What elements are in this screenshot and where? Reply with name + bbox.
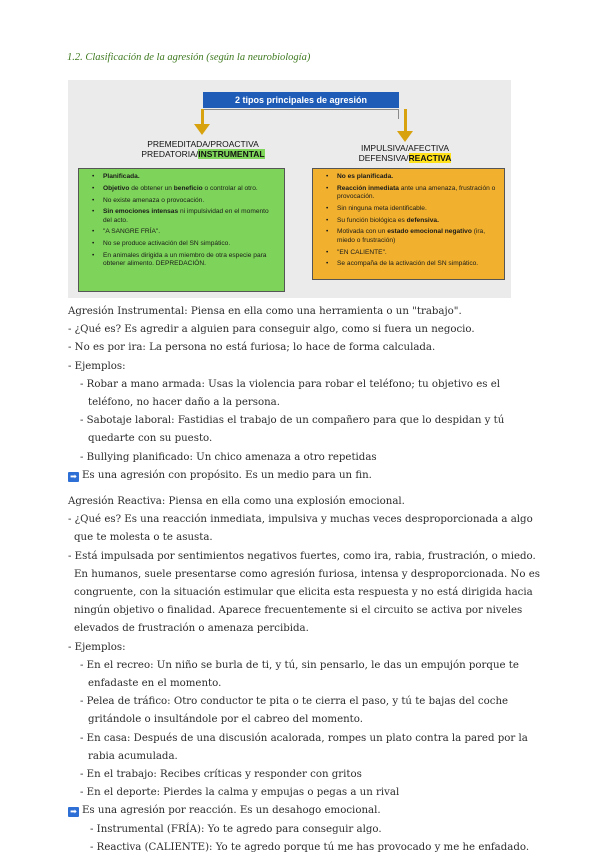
reactiva-item: • Reacción inmediata ante una amenaza, frustración o provocación. bbox=[337, 185, 498, 202]
instrumental-conclusion-text: Es una agresión con propósito. Es un medio para un fin. bbox=[82, 469, 372, 481]
down-arrow-icon bbox=[404, 109, 407, 133]
instrumental-ejemplos-label: - Ejemplos: bbox=[68, 360, 126, 372]
aggression-diagram bbox=[68, 80, 511, 298]
reactiva-example: - En casa: Después de una discusión acalorada, rompes un plato contra la pared por la rabia acumulada. bbox=[80, 732, 528, 762]
instrumental-highlight: INSTRUMENTAL bbox=[198, 149, 265, 159]
instrumental-item: • No se produce activación del SN simpático. bbox=[103, 240, 278, 248]
right-arrow-icon: ➡ bbox=[68, 807, 79, 817]
reactiva-conclusion bbox=[68, 802, 548, 820]
reactiva-title-line2 bbox=[345, 153, 465, 163]
instrumental-title-line1: PREMEDITADA/PROACTIVA bbox=[147, 139, 259, 149]
reactiva-item: • Su función biológica es defensiva. bbox=[337, 217, 498, 225]
instrumental-item: • Planificada. bbox=[103, 173, 278, 181]
instrumental-item: • En animales dirigida a un miembro de otra especie para obtener alimento. DEPREDACIÓN. bbox=[103, 252, 278, 269]
instrumental-intro: Agresión Instrumental: Piensa en ella como una herramienta o un "trabajo". bbox=[68, 306, 462, 317]
reactiva-example: - En el trabajo: Recibes críticas y responder con gritos bbox=[80, 769, 362, 781]
instrumental-item: • Sin emociones intensas ni impulsividad en el momento del acto. bbox=[103, 208, 278, 225]
down-arrow-icon bbox=[397, 131, 413, 142]
instrumental-example: - Bullying planificado: Un chico amenaza a otro repetidas bbox=[80, 451, 377, 463]
instrumental-list bbox=[85, 173, 278, 269]
instrumental-title-prefix: PREDATORIA/ bbox=[141, 149, 199, 159]
reactiva-title bbox=[345, 143, 465, 163]
reactiva-impulsada: - Está impulsada por sentimientos negativos fuertes, como ira, rabia, frustración, o miedo. En humanos, suele presentarse como agresión furiosa, intensa y desproporcionada. No es congruente, con la situación estimular que elicita esta respuesta y no está dirigida hacia ningún objetivo o finalidad. Aparece frecuentemente si el circuito se activa por niveles elevados de frustración o amenaza percibida. bbox=[68, 550, 540, 635]
instrumental-box bbox=[78, 168, 285, 292]
diagram-banner: 2 tipos principales de agresión bbox=[203, 92, 399, 108]
reactiva-example: - Pelea de tráfico: Otro conductor te pita o te cierra el paso, y tú te bajas del coche gritándole o insultándole por el cabreo del momento. bbox=[80, 696, 509, 726]
instrumental-item: • Objetivo de obtener un beneficio o controlar al otro. bbox=[103, 185, 278, 193]
reactiva-item: • "EN CALIENTE". bbox=[337, 249, 498, 257]
reactiva-list bbox=[319, 173, 498, 269]
reactiva-item: • Sin ninguna meta identificable. bbox=[337, 205, 498, 213]
reactiva-highlight: REACTIVA bbox=[408, 153, 452, 163]
instrumental-title bbox=[128, 139, 278, 159]
reactiva-intro: Agresión Reactiva: Piensa en ella como una explosión emocional. bbox=[68, 496, 405, 508]
connector-line bbox=[202, 109, 399, 110]
instrumental-no-ira: - No es por ira: La persona no está furiosa; lo hace de forma calculada. bbox=[68, 342, 436, 354]
instrumental-title-line2 bbox=[128, 149, 278, 159]
instrumental-example: - Sabotaje laboral: Fastidias el trabajo de un compañero para que lo despidan y tú quedarte con su puesto. bbox=[80, 415, 505, 445]
instrumental-que-es: - ¿Qué es? Es agredir a alguien para conseguir algo, como si fuera un negocio. bbox=[68, 324, 475, 336]
section-heading: 1.2. Clasificación de la agresión (según la neurobiología) bbox=[67, 52, 311, 63]
down-arrow-icon bbox=[194, 124, 210, 135]
instrumental-example: - Robar a mano armada: Usas la violencia para robar el teléfono; tu objetivo es el teléfono, no hacer daño a la persona. bbox=[80, 378, 500, 409]
summary-instrumental: - Instrumental (FRÍA): Yo te agredo para conseguir algo. bbox=[90, 823, 382, 835]
body-text bbox=[68, 303, 548, 857]
reactiva-title-prefix: DEFENSIVA/ bbox=[358, 153, 409, 163]
reactiva-title-line1: IMPULSIVA/AFECTIVA bbox=[360, 143, 449, 153]
reactiva-example: - En el recreo: Un niño se burla de ti, y tú, sin pensarlo, le das un empujón porque te enfadaste en el momento. bbox=[80, 659, 519, 690]
reactiva-conclusion-text: Es una agresión por reacción. Es un desahogo emocional. bbox=[82, 805, 381, 817]
summary-reactiva: - Reactiva (CALIENTE): Yo te agredo porque tú me has provocado y me he enfadado. bbox=[90, 841, 530, 853]
reactiva-item: • Se acompaña de la activación del SN simpático. bbox=[337, 260, 498, 268]
connector-line bbox=[398, 109, 399, 119]
reactiva-item: • No es planificada. bbox=[337, 173, 498, 181]
reactiva-ejemplos-label: - Ejemplos: bbox=[68, 641, 126, 653]
reactiva-que-es: - ¿Qué es? Es una reacción inmediata, impulsiva y muchas veces desproporcionada a algo que te molesta o te asusta. bbox=[68, 514, 533, 544]
reactiva-box bbox=[312, 168, 505, 280]
instrumental-conclusion bbox=[68, 467, 548, 485]
right-arrow-icon: ➡ bbox=[68, 472, 79, 482]
reactiva-item: • Motivada con un estado emocional negativo (ira, miedo o frustración) bbox=[337, 228, 498, 245]
instrumental-item: • No existe amenaza o provocación. bbox=[103, 197, 278, 205]
reactiva-example: - En el deporte: Pierdes la calma y empujas o pegas a un rival bbox=[80, 787, 400, 799]
instrumental-item: • "A SANGRE FRÍA". bbox=[103, 228, 278, 236]
